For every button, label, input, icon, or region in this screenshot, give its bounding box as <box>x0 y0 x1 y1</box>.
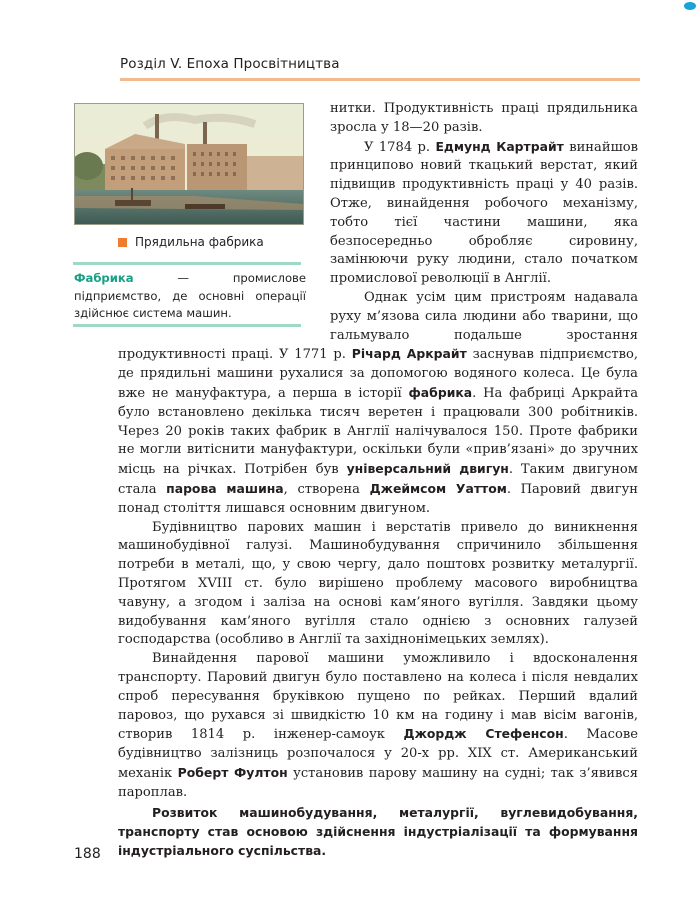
key-term: парова машина <box>166 480 284 496</box>
text-run: , створена <box>283 481 370 497</box>
section-title: Розділ V. Епоха Просвітництва <box>120 56 340 72</box>
text-run: Будівництво парових машин і верстатів привело до виникнення машинобудівної галузі. Машинобудування спричинило збільшення потреби в металі, що, у свою чергу, дало поштовх розвитку металургії. Протягом XVIII ст. було вирішено проблему масового виробництва чавуну, а згодом і заліза на основі кам’яного вугілля. Завдяки цьому видобування кам’яного вугілля стало однією з основних галузей господарства (особливо в Англії та західнонімецьких землях). <box>118 519 638 648</box>
paragraph-4 <box>118 519 638 651</box>
text-run: нитки. Продуктивність праці прядильника зросла у 18—20 разів. <box>330 101 638 135</box>
definition-text: — промислове підприємство, де основні операції здійснює система машин. <box>74 271 306 320</box>
text-run: У 1784 р. <box>364 139 436 155</box>
text-run: Винайдення парової машини уможливило і вдосконалення транспорту. Паровий двигун було поставлено на колеса і після невдалих спроб пересування бруківкою пущено по рейках. Перший вдалий паровоз, що рухався зі швидкістю 10 км на годину і мав вісім вагонів, створив 1814 р. інженер-самоук <box>118 651 638 743</box>
key-term: фабрика <box>408 384 473 400</box>
text-run: заснував підприємство, де прядильні машини рухалися за допомогою водяного колеса. Це була вже не мануфактура, а перша в історії <box>118 347 639 401</box>
figure-wrap-space <box>118 100 330 342</box>
corner-logo-icon <box>684 2 696 10</box>
main-text <box>118 100 638 861</box>
caption-text: Прядильна фабрика <box>135 235 264 249</box>
person-name: Едмунд Картрайт <box>435 138 564 154</box>
text-run: . Масове будівництво залізниць розпочалося у 20-х рр. XIX ст. Американський механік <box>118 727 638 781</box>
person-name: Роберт Фултон <box>177 764 288 780</box>
key-term: універсальний двигун <box>346 461 509 477</box>
text-run: . На фабриці Аркрайта було встановлено декілька тисяч веретен і працювали 300 робітників. Через 20 років таких фабрик в Англії налічувалося 150. Проте фабрики не могли витіснити мануфактури, оскільки були «прив’язані» до зручних місць на річках. Потрібен був <box>118 385 638 478</box>
conclusion: Розвиток машинобудування, металургії, вуглевидобування, транспорту став основою здійснення індустріалізації та формування індустріального суспільства. <box>118 805 638 859</box>
paragraph-5 <box>118 650 638 802</box>
text-run: . Паровий двигун понад століття лишався основним двигуном. <box>118 481 639 516</box>
person-name: Джеймсом Уаттом <box>369 480 507 496</box>
person-name: Річард Аркрайт <box>351 346 467 362</box>
text-run: винайшов принципово новий ткацький верстат, який підвищив продуктивність праці у 40 разів. Отже, винайдення робочого механізму, тобто тієї частини машини, яка безпосередньо обробляє сировину, замінюючи руку людини, стало початком промислової революції в Англії. <box>330 139 638 287</box>
person-name: Джордж Стефенсон <box>403 726 564 742</box>
text-run: Однак усім цим пристроям надавала руху м’язова сила людини або тварини, що гальмувало подальше зростання продуктивності праці. У 1771 р. <box>118 289 638 363</box>
header-divider <box>120 78 640 81</box>
page-number: 188 <box>74 846 101 862</box>
text-run: установив парову машину на судні; так з’явився пароплав. <box>118 765 638 800</box>
text-run: . Таким двигуном стала <box>118 462 638 497</box>
definition-term: Фабрика <box>74 271 134 285</box>
